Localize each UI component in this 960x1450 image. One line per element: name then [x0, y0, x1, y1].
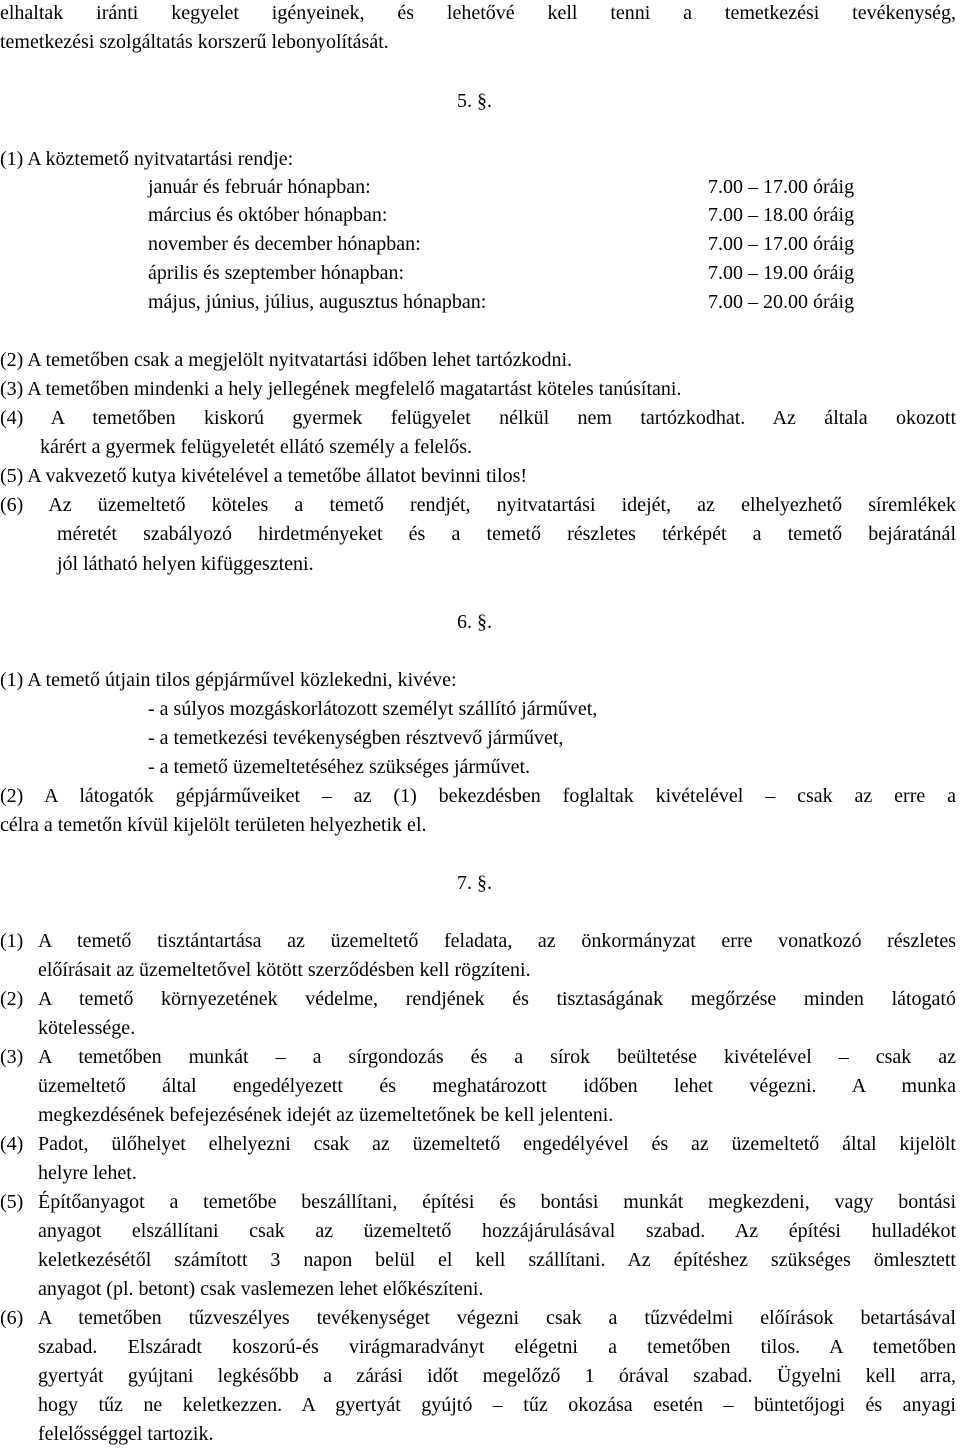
s6-p2-line-1: (2) A látogatók gépjárműveiket – az (1) bekezdésben foglaltak kivételével – csak az erre a — [0, 785, 956, 807]
schedule-label: január és február hónapban: — [148, 176, 371, 198]
paragraph-number: (6) — [0, 1307, 24, 1329]
paragraph-number: (4) — [0, 1133, 24, 1155]
intro-line-2: temetkezési szolgáltatás korszerű lebonyolítását. — [0, 31, 389, 53]
s5-p2: (2) A temetőben csak a megjelölt nyitvatartási időben lehet tartózkodni. — [0, 349, 573, 371]
schedule-time: 7.00 – 17.00 óráig — [708, 233, 855, 255]
s5-p6-line-3: jól látható helyen kifüggeszteni. — [57, 553, 314, 575]
list-item: - a temető üzemeltetéséhez szükséges járművet. — [148, 756, 531, 778]
paragraph-line: felelősséggel tartozik. — [38, 1423, 214, 1445]
intro-line-1: elhaltak iránti kegyelet igényeinek, és lehetővé kell tenni a temetkezési tevékenység, — [0, 2, 956, 24]
paragraph-number: (2) — [0, 988, 24, 1010]
paragraph-line: A temetőben munkát – a sírgondozás és a sírok beültetése kivételével – csak az — [38, 1046, 956, 1068]
list-item: - a temetkezési tevékenységben résztvevő járművet, — [148, 727, 564, 749]
paragraph-number: (5) — [0, 1191, 24, 1213]
paragraph-line: A temetőben tűzveszélyes tevékenységet végezni csak a tűzvédelmi előírások betartásával — [38, 1307, 956, 1329]
s5-p4-line-1: (4) A temetőben kiskorú gyermek felügyelet nélkül nem tartózkodhat. Az általa okozott — [0, 407, 956, 429]
schedule-time: 7.00 – 18.00 óráig — [708, 204, 855, 226]
paragraph-line: szabad. Elszáradt koszorú-és virágmaradványt elégetni a temetőben tilos. A temetőben — [38, 1336, 956, 1358]
s6-p2-line-2: célra a temetőn kívül kijelölt területen helyezhetik el. — [0, 814, 427, 836]
paragraph-line: helyre lehet. — [38, 1162, 137, 1184]
paragraph-line: anyagot (pl. betont) csak vaslemezen lehet előkészíteni. — [38, 1278, 484, 1300]
s5-p6-line-1: (6) Az üzemeltető köteles a temető rendjét, nyitvatartási idejét, az elhelyezhető síremlékek — [0, 494, 956, 516]
paragraph-line: megkezdésének befejezésének idejét az üzemeltetőnek be kell jelenteni. — [38, 1104, 614, 1126]
paragraph-number: (3) — [0, 1046, 24, 1068]
paragraph-line: anyagot elszállítani csak az üzemeltető hozzájárulásával szabad. Az építési hulladékot — [38, 1220, 956, 1242]
paragraph-line: üzemeltető által engedélyezett és meghatározott időben lehet végezni. A munka — [38, 1075, 956, 1097]
s5-p3: (3) A temetőben mindenki a hely jellegének megfelelő magatartást köteles tanúsítani. — [0, 378, 682, 400]
section-5-heading: 5. §. — [457, 90, 492, 112]
schedule-time: 7.00 – 17.00 óráig — [708, 176, 855, 198]
s5-p4-line-2: kárért a gyermek felügyeletét ellátó személy a felelős. — [40, 436, 473, 458]
list-item: - a súlyos mozgáskorlátozott személyt szállító járművet, — [148, 698, 598, 720]
paragraph-line: A temető környezetének védelme, rendjének és tisztaságának megőrzése minden látogató — [38, 988, 956, 1010]
paragraph-line: hogy tűz ne keletkezzen. A gyertyát gyújtó – tűz okozása esetén – büntetőjogi és anyagi — [38, 1394, 956, 1416]
paragraph-number: (1) — [0, 930, 24, 952]
schedule-label: november és december hónapban: — [148, 233, 421, 255]
schedule-label: április és szeptember hónapban: — [148, 262, 405, 284]
paragraph-line: Padot, ülőhelyet elhelyezni csak az üzemeltető engedélyével és az üzemeltető által kijelölt — [38, 1133, 956, 1155]
s6-p1-intro: (1) A temető útjain tilos gépjárművel közlekedni, kivéve: — [0, 669, 457, 691]
s5-p6-line-2: méretét szabályozó hirdetményeket és a temető részletes térképét a temető bejáratánál — [57, 523, 956, 545]
s5-p1-intro: (1) A köztemető nyitvatartási rendje: — [0, 148, 294, 170]
schedule-time: 7.00 – 20.00 óráig — [708, 291, 855, 313]
paragraph-line: kötelessége. — [38, 1017, 136, 1039]
schedule-label: március és október hónapban: — [148, 204, 388, 226]
section-6-heading: 6. §. — [457, 611, 492, 633]
section-7-heading: 7. §. — [457, 872, 492, 894]
schedule-label: május, június, július, augusztus hónapban: — [148, 291, 487, 313]
s5-p5: (5) A vakvezető kutya kivételével a temetőbe állatot bevinni tilos! — [0, 465, 528, 487]
paragraph-line: előírásait az üzemeltetővel kötött szerződésben kell rögzíteni. — [38, 959, 531, 981]
paragraph-line: Építőanyagot a temetőbe beszállítani, építési és bontási munkát megkezdeni, vagy bontási — [38, 1191, 956, 1213]
schedule-time: 7.00 – 19.00 óráig — [708, 262, 855, 284]
paragraph-line: A temető tisztántartása az üzemeltető feladata, az önkormányzat erre vonatkozó részletes — [38, 930, 956, 952]
paragraph-line: keletkezésétől számított 3 napon belül el kell szállítani. Az építéshez szükséges ömlesztett — [38, 1249, 956, 1271]
paragraph-line: gyertyát gyújtani legkésőbb a zárási időt megelőző 1 órával szabad. Ügyelni kell arra, — [38, 1365, 956, 1387]
